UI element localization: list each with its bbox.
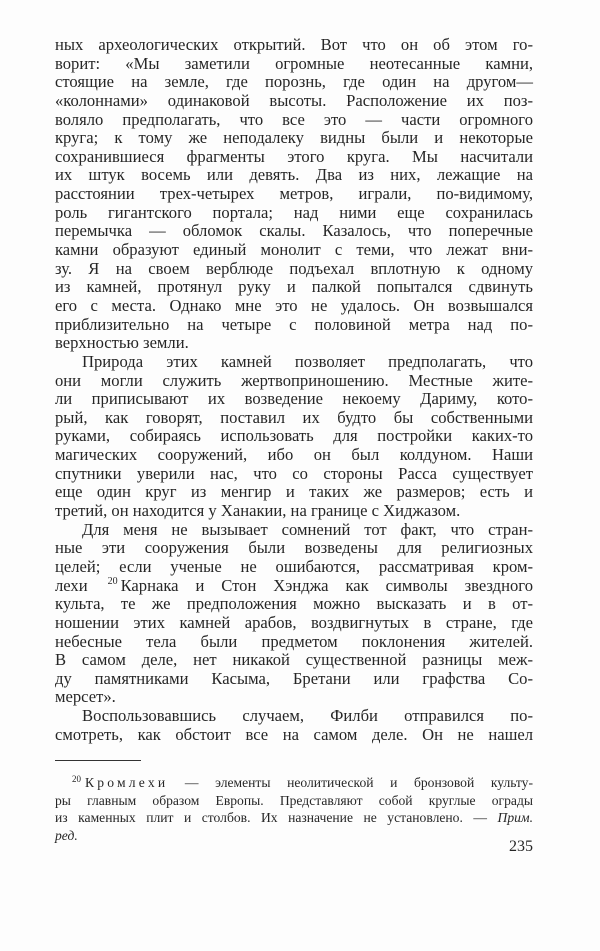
text-line: расстоянии трех-четырех метров, играли, по-видимому,	[55, 184, 533, 204]
footnote-term: Кромлехи	[85, 775, 169, 790]
text-line: Воспользовавшись случаем, Филби отправился по-	[82, 706, 533, 726]
text-line: стоящие на земле, где порознь, где один на другом—	[55, 72, 533, 92]
text-line: ду памятниками Касыма, Бретани или графства Со-	[55, 668, 533, 688]
text-line: ные эти сооружения были возведены для религиозных	[55, 538, 533, 558]
footnote-line	[55, 774, 533, 792]
text-line: воляло предполагать, что все это — части огромного	[55, 109, 533, 129]
text-segment: Карнака и Стон Хэнджа как символы звездного	[120, 575, 533, 595]
footnote-number: 20	[72, 774, 81, 784]
footnote-line: ры главным образом Европы. Представляют собой круглые ограды	[55, 792, 533, 808]
text-line: они могли служить жертвоприношению. Местные жите-	[55, 370, 533, 390]
text-line: ных археологических открытий. Вот что он об этом го-	[55, 35, 533, 54]
footnote-line	[55, 809, 533, 827]
footnote-text: из каменных плит и столбов. Их назначение не установлено. —	[55, 810, 487, 826]
text-line: Природа этих камней позволяет предполагать, что	[82, 351, 533, 371]
text-line: верхностью земли.	[55, 333, 189, 353]
text-line: руками, собираясь использовать для постройки каких-то	[55, 426, 533, 446]
text-line: третий, он находится у Ханакии, на границе с Хиджазом.	[55, 501, 461, 521]
text-line	[55, 577, 533, 596]
text-line: Для меня не вызывает сомнений тот факт, что стран-	[82, 519, 533, 539]
text-line: культа, те же предположения можно высказать и в от-	[55, 594, 533, 614]
text-line: еще один круг из менгир и таких же размеров; есть и	[55, 482, 533, 502]
text-line: ношении этих камней арабов, воздвигнутых в стране, где	[55, 612, 533, 632]
footnote-editor-note: Прим.	[497, 810, 533, 826]
text-line: ли приписывают их возведение некоему Дариму, кото-	[55, 389, 533, 409]
text-line: «колоннами» одинаковой высоты. Расположение их поз-	[55, 90, 533, 110]
text-line: ворит: «Мы заметили огромные неотесанные камни,	[55, 53, 533, 73]
text-line: его с места. Однако мне это не удалось. Он возвышался	[55, 295, 533, 315]
text-line: В самом деле, нет никакой существенной разницы меж-	[55, 650, 533, 670]
text-segment: лехи	[55, 575, 88, 595]
text-line: перемычка — обломок скалы. Казалось, что поперечные	[55, 221, 533, 241]
text-line: небесные тела были предметом поклонения жителей.	[55, 631, 533, 651]
text-line: магических сооружений, ибо он был колдуном. Наши	[55, 445, 533, 465]
text-line: смотреть, как обстоит все на самом деле. Он не нашел	[55, 724, 533, 744]
text-line: целей; если ученые не ошибаются, рассматривая кром-	[55, 556, 533, 576]
text-line: рый, как говорят, поставил их будто бы собственными	[55, 407, 533, 427]
text-line: их штук восемь или девять. Два из них, лежащие на	[55, 165, 533, 185]
text-line: сохранившиеся фрагменты этого круга. Мы насчитали	[55, 146, 533, 166]
footnote-editor-note: ред.	[55, 827, 78, 843]
page-number: 235	[509, 838, 533, 855]
text-line: мерсет».	[55, 687, 116, 707]
footnote	[55, 774, 533, 844]
text-line: зу. Я на своем верблюде подъехал вплотную к одному	[55, 258, 533, 278]
text-line: круга; к тому же неподалеку видны были и некоторые	[55, 128, 533, 148]
text-line: камни образуют единый монолит с теми, что лежат вни-	[55, 240, 533, 260]
text-line: спутники уверили нас, что со стороны Расса существует	[55, 463, 533, 483]
text-line: роль гигантского портала; над ними еще сохранилась	[55, 202, 533, 222]
footnote-text: — элементы неолитической и бронзовой культу-	[184, 775, 533, 790]
footnote-reference[interactable]: 20	[107, 575, 118, 587]
text-line: приблизительно на четыре с половиной метра над по-	[55, 314, 533, 334]
footnote-divider	[55, 760, 141, 761]
body-text	[55, 36, 533, 744]
text-line: из камней, протянул руку и палкой попытался сдвинуть	[55, 277, 533, 297]
